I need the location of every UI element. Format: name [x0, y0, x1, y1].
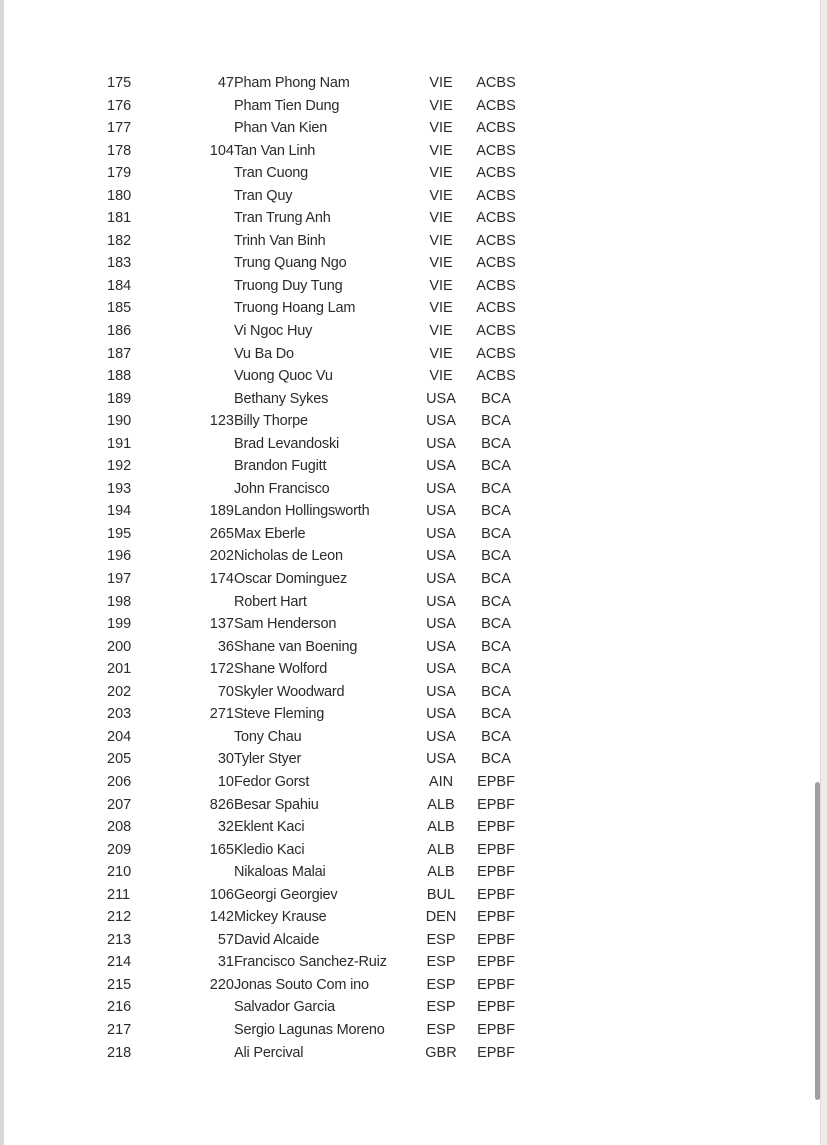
- table-row: [4, 140, 820, 163]
- row-number: 204: [107, 728, 132, 745]
- table-row: [4, 275, 820, 298]
- player-federation: BCA: [481, 548, 511, 565]
- player-country: USA: [426, 413, 456, 430]
- row-number: 212: [107, 909, 132, 926]
- player-name: Tran Quy: [234, 187, 293, 204]
- player-rank: 189: [209, 503, 234, 520]
- player-federation: ACBS: [476, 300, 516, 317]
- player-federation: BCA: [481, 413, 511, 430]
- player-country: USA: [426, 728, 456, 745]
- player-name: Skyler Woodward: [234, 683, 345, 700]
- player-federation: EPBF: [477, 999, 515, 1016]
- player-federation: ACBS: [476, 277, 516, 294]
- table-row: [4, 478, 820, 501]
- row-number: 211: [107, 886, 131, 903]
- player-federation: ACBS: [476, 75, 516, 91]
- player-name: Georgi Georgiev: [234, 886, 338, 903]
- player-name: Shane Wolford: [234, 661, 328, 678]
- table-row: [4, 388, 820, 411]
- player-rank: 271: [209, 706, 234, 723]
- player-rank: 10: [217, 773, 234, 790]
- player-country: USA: [426, 503, 456, 520]
- player-federation: BCA: [481, 616, 511, 633]
- player-country: VIE: [429, 300, 453, 317]
- player-federation: ACBS: [476, 97, 516, 114]
- player-country: VIE: [429, 120, 453, 137]
- player-country: VIE: [429, 165, 453, 182]
- player-name: Fedor Gorst: [234, 773, 310, 790]
- player-name: Shane van Boening: [234, 638, 358, 655]
- row-number: 181: [107, 210, 132, 227]
- player-rank: 172: [209, 661, 234, 678]
- row-number: 198: [107, 593, 132, 610]
- table-row: [4, 861, 820, 884]
- player-country: USA: [426, 458, 456, 475]
- player-federation: ACBS: [476, 210, 516, 227]
- player-country: USA: [426, 435, 456, 452]
- player-name: David Alcaide: [234, 931, 320, 948]
- player-name: Nicholas de Leon: [234, 548, 343, 565]
- table-row: [4, 613, 820, 636]
- player-country: ESP: [426, 976, 456, 993]
- player-name: Tan Van Linh: [234, 142, 316, 159]
- player-name: Pham Tien Dung: [234, 97, 340, 114]
- player-country: VIE: [429, 368, 453, 385]
- player-country: USA: [426, 661, 456, 678]
- player-name: Tony Chau: [234, 728, 302, 745]
- table-row: [4, 523, 820, 546]
- player-country: ALB: [427, 796, 455, 813]
- row-number: 190: [107, 413, 132, 430]
- player-rank: 32: [217, 819, 234, 836]
- row-number: 191: [107, 435, 132, 452]
- player-name: Brandon Fugitt: [234, 458, 327, 475]
- player-country: VIE: [429, 255, 453, 272]
- player-name: Landon Hollingsworth: [234, 503, 370, 520]
- player-federation: BCA: [481, 706, 511, 723]
- player-name: Phan Van Kien: [234, 120, 328, 137]
- table-row: [4, 207, 820, 230]
- row-number: 182: [107, 232, 132, 249]
- table-row: [4, 343, 820, 366]
- player-country: USA: [426, 706, 456, 723]
- player-name: Jonas Souto Com ino: [234, 976, 369, 993]
- player-federation: ACBS: [476, 142, 516, 159]
- row-number: 207: [107, 796, 132, 813]
- row-number: 205: [107, 751, 132, 768]
- row-number: 216: [107, 999, 132, 1016]
- player-rank: 70: [217, 683, 234, 700]
- player-federation: BCA: [481, 728, 511, 745]
- row-number: 188: [107, 368, 132, 385]
- player-rank: 30: [217, 751, 234, 768]
- player-federation: EPBF: [477, 796, 515, 813]
- player-country: BUL: [426, 886, 456, 903]
- player-rank: 202: [209, 548, 234, 565]
- player-name: Nikaloas Malai: [234, 864, 326, 881]
- player-name: Sergio Lagunas Moreno: [234, 1021, 385, 1038]
- player-name: Vuong Quoc Vu: [234, 368, 333, 385]
- table-row: [4, 884, 820, 907]
- row-number: 177: [107, 120, 132, 137]
- player-federation: ACBS: [476, 323, 516, 340]
- player-federation: BCA: [481, 638, 511, 655]
- player-rank: 137: [209, 616, 234, 633]
- player-country: USA: [426, 548, 456, 565]
- table-row: [4, 703, 820, 726]
- player-federation: ACBS: [476, 120, 516, 137]
- table-row: [4, 455, 820, 478]
- row-number: 201: [107, 661, 132, 678]
- player-country: VIE: [429, 187, 453, 204]
- table-row: [4, 929, 820, 952]
- row-number: 199: [107, 616, 132, 633]
- player-name: Truong Hoang Lam: [234, 300, 356, 317]
- row-number: 200: [107, 638, 132, 655]
- player-name: Ali Percival: [234, 1044, 304, 1061]
- player-name: Robert Hart: [234, 593, 307, 610]
- player-federation: EPBF: [477, 773, 515, 790]
- player-name: Tran Trung Anh: [234, 210, 331, 227]
- table-row: [4, 297, 820, 320]
- player-country: VIE: [429, 210, 453, 227]
- row-number: 210: [107, 864, 132, 881]
- player-federation: BCA: [481, 683, 511, 700]
- player-name: Steve Fleming: [234, 706, 325, 723]
- table-row: [4, 252, 820, 275]
- table-row: [4, 410, 820, 433]
- player-country: ALB: [427, 819, 455, 836]
- row-number: 185: [107, 300, 132, 317]
- player-federation: EPBF: [477, 954, 515, 971]
- row-number: 208: [107, 819, 132, 836]
- player-country: USA: [426, 616, 456, 633]
- row-number: 187: [107, 345, 132, 362]
- table-row: [4, 996, 820, 1019]
- player-country: ESP: [426, 954, 456, 971]
- player-federation: BCA: [481, 480, 511, 497]
- table-row: [4, 794, 820, 817]
- player-country: ESP: [426, 931, 456, 948]
- player-federation: EPBF: [477, 1021, 515, 1038]
- player-rank: 142: [209, 909, 234, 926]
- player-rank: 104: [209, 142, 234, 159]
- player-country: ALB: [427, 841, 455, 858]
- row-number: 213: [107, 931, 132, 948]
- row-number: 203: [107, 706, 132, 723]
- player-federation: BCA: [481, 751, 511, 768]
- scrollbar-thumb[interactable]: [815, 782, 820, 1100]
- row-number: 183: [107, 255, 132, 272]
- row-number: 209: [107, 841, 132, 858]
- player-rank: 57: [217, 931, 234, 948]
- player-name: John Francisco: [234, 480, 330, 497]
- player-name: Brad Levandoski: [234, 435, 340, 452]
- row-number: 184: [107, 277, 132, 294]
- player-name: Billy Thorpe: [234, 413, 308, 430]
- player-country: USA: [426, 593, 456, 610]
- player-country: USA: [426, 751, 456, 768]
- table-row: [4, 230, 820, 253]
- player-country: VIE: [429, 232, 453, 249]
- table-row: [4, 185, 820, 208]
- player-rank: 123: [209, 413, 234, 430]
- player-country: DEN: [425, 909, 457, 926]
- player-country: ALB: [427, 864, 455, 881]
- table-row: [4, 545, 820, 568]
- player-country: GBR: [425, 1044, 457, 1061]
- row-number: 214: [107, 954, 132, 971]
- row-number: 206: [107, 773, 132, 790]
- player-federation: BCA: [481, 503, 511, 520]
- row-number: 186: [107, 323, 132, 340]
- player-name: Besar Spahiu: [234, 796, 319, 813]
- player-country: USA: [426, 683, 456, 700]
- player-country: VIE: [429, 142, 453, 159]
- document-page: [4, 0, 820, 1145]
- row-number: 179: [107, 165, 132, 182]
- player-federation: ACBS: [476, 232, 516, 249]
- row-number: 176: [107, 97, 132, 114]
- row-number: 196: [107, 548, 132, 565]
- table-row: [4, 117, 820, 140]
- player-rank: 31: [217, 954, 234, 971]
- player-name: Trinh Van Binh: [234, 232, 326, 249]
- player-federation: EPBF: [477, 864, 515, 881]
- player-federation: BCA: [481, 390, 511, 407]
- player-federation: EPBF: [477, 931, 515, 948]
- table-row: [4, 726, 820, 749]
- player-name: Bethany Sykes: [234, 390, 329, 407]
- player-name: Kledio Kaci: [234, 841, 305, 858]
- row-number: 180: [107, 187, 132, 204]
- row-number: 197: [107, 571, 132, 588]
- player-name: Sam Henderson: [234, 616, 337, 633]
- player-name: Oscar Dominguez: [234, 571, 348, 588]
- player-rank: 165: [209, 841, 234, 858]
- player-country: USA: [426, 390, 456, 407]
- table-row: [4, 636, 820, 659]
- player-name: Francisco Sanchez-Ruiz: [234, 954, 387, 971]
- table-row: [4, 591, 820, 614]
- player-rank: 826: [209, 796, 234, 813]
- row-number: 189: [107, 390, 132, 407]
- player-federation: ACBS: [476, 368, 516, 385]
- player-rank: 47: [217, 75, 234, 91]
- player-federation: BCA: [481, 661, 511, 678]
- player-country: USA: [426, 480, 456, 497]
- player-name: Trung Quang Ngo: [234, 255, 347, 272]
- player-federation: EPBF: [477, 819, 515, 836]
- player-name: Max Eberle: [234, 525, 306, 542]
- row-number: 202: [107, 683, 132, 700]
- player-federation: BCA: [481, 593, 511, 610]
- player-federation: EPBF: [477, 886, 515, 903]
- row-number: 194: [107, 503, 132, 520]
- table-row: [4, 162, 820, 185]
- table-row: [4, 1042, 820, 1065]
- player-name: Mickey Krause: [234, 909, 327, 926]
- row-number: 193: [107, 480, 132, 497]
- row-number: 217: [107, 1021, 132, 1038]
- player-federation: ACBS: [476, 255, 516, 272]
- table-row: [4, 320, 820, 343]
- player-name: Eklent Kaci: [234, 819, 305, 836]
- player-name: Tyler Styer: [234, 751, 302, 768]
- player-federation: ACBS: [476, 345, 516, 362]
- table-row: [4, 72, 820, 95]
- table-row: [4, 974, 820, 997]
- row-number: 218: [107, 1044, 132, 1061]
- player-country: VIE: [429, 75, 453, 91]
- row-number: 178: [107, 142, 132, 159]
- player-country: ESP: [426, 1021, 456, 1038]
- player-federation: BCA: [481, 458, 511, 475]
- table-row: [4, 906, 820, 929]
- table-row: [4, 568, 820, 591]
- table-row: [4, 95, 820, 118]
- scrollbar-track[interactable]: [820, 0, 827, 1145]
- player-federation: BCA: [481, 435, 511, 452]
- table-row: [4, 658, 820, 681]
- table-row: [4, 681, 820, 704]
- table-row: [4, 1019, 820, 1042]
- player-rank: 106: [209, 886, 234, 903]
- player-rank: 265: [209, 525, 234, 542]
- table-row: [4, 748, 820, 771]
- player-federation: EPBF: [477, 976, 515, 993]
- player-country: VIE: [429, 323, 453, 340]
- player-federation: ACBS: [476, 187, 516, 204]
- player-rank: 36: [217, 638, 234, 655]
- player-name: Salvador Garcia: [234, 999, 335, 1016]
- table-row: [4, 433, 820, 456]
- table-row: [4, 500, 820, 523]
- player-name: Pham Phong Nam: [234, 75, 350, 91]
- player-country: USA: [426, 638, 456, 655]
- player-country: AIN: [428, 773, 454, 790]
- player-rank: 220: [209, 976, 234, 993]
- player-name: Truong Duy Tung: [234, 277, 343, 294]
- table-row: [4, 816, 820, 839]
- player-federation: EPBF: [477, 841, 515, 858]
- row-number: 195: [107, 525, 132, 542]
- player-rank: 174: [209, 571, 234, 588]
- player-name: Vu Ba Do: [234, 345, 294, 362]
- player-name: Vi Ngoc Huy: [234, 323, 313, 340]
- table-row: [4, 365, 820, 388]
- player-list-table: [4, 72, 820, 1064]
- player-country: USA: [426, 571, 456, 588]
- player-country: VIE: [429, 277, 453, 294]
- player-country: VIE: [429, 345, 453, 362]
- table-row: [4, 839, 820, 862]
- player-country: USA: [426, 525, 456, 542]
- player-federation: BCA: [481, 525, 511, 542]
- player-federation: BCA: [481, 571, 511, 588]
- row-number: 215: [107, 976, 132, 993]
- player-federation: EPBF: [477, 909, 515, 926]
- player-country: VIE: [429, 97, 453, 114]
- table-row: [4, 951, 820, 974]
- player-country: ESP: [426, 999, 456, 1016]
- table-row: [4, 771, 820, 794]
- player-federation: EPBF: [477, 1044, 515, 1061]
- player-federation: ACBS: [476, 165, 516, 182]
- player-name: Tran Cuong: [234, 165, 309, 182]
- row-number: 175: [107, 75, 132, 91]
- row-number: 192: [107, 458, 132, 475]
